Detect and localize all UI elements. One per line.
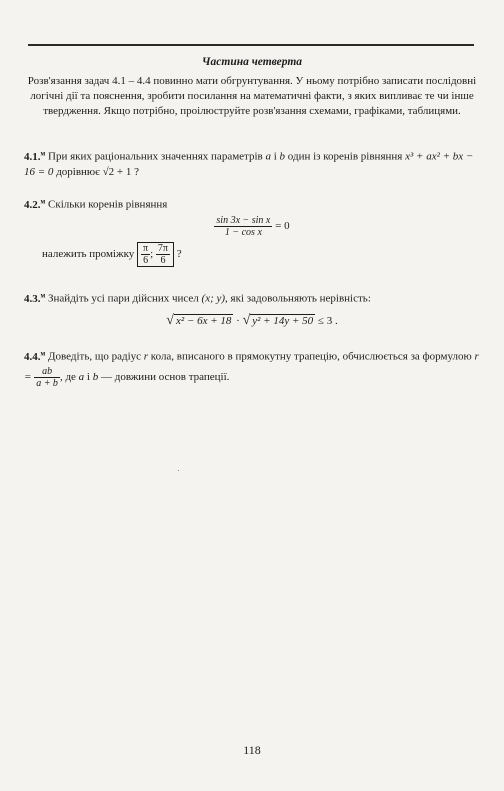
- fraction-denominator: 1 − cos x: [224, 226, 262, 238]
- question-mark: ?: [176, 247, 182, 260]
- page-number: 118: [243, 743, 261, 757]
- problem-mark: м: [40, 149, 46, 157]
- equation-fraction: [214, 215, 272, 238]
- problem-mark: м: [40, 349, 46, 357]
- formula-fraction: [34, 366, 60, 389]
- fraction-numerator: ab: [34, 366, 60, 378]
- speck: [178, 470, 179, 471]
- interval-left-num: π: [143, 242, 149, 254]
- problem-number: 4.4.: [24, 350, 41, 363]
- problem-text: При яких раціональних значеннях параметрів: [48, 150, 263, 163]
- problem-4-3: [24, 288, 480, 329]
- problem-text: належить проміжку: [42, 247, 135, 260]
- formula-lhs: r =: [24, 350, 479, 383]
- var-b: b: [279, 150, 286, 163]
- section-intro: Розв'язання задач 4.1 – 4.4 повинно мати обгрунтування. У ньому потрібно записати послідовні логічні дії та пояснення, зробити посилання на математичні факти, з яких випливає те чи інше твердження. Якщо потрібно, проілюструйте розв'язання схемами, графіками, таблицями.: [27, 75, 477, 117]
- problem-text: дорівнює: [56, 165, 100, 178]
- interval-right-num: 7π: [157, 242, 168, 254]
- problem-text: , де: [59, 370, 76, 383]
- problem-text: кола, вписаного в прямокутну трапецію, обчислюється за формулою: [150, 350, 472, 363]
- section-title: Частина четверта: [201, 56, 303, 68]
- fraction-numerator: sin 3x − sin x: [216, 214, 271, 226]
- root-1: x² − 6x + 18: [175, 314, 232, 327]
- problem-text: один із коренів рівняння: [287, 150, 403, 163]
- interval-left-den: 6: [143, 254, 149, 266]
- var-a: a: [265, 150, 271, 163]
- problem-text: Скільки коренів рівняння: [48, 198, 168, 211]
- radical-icon: √: [242, 312, 251, 328]
- radical-icon: √: [166, 312, 174, 328]
- value: √2 + 1 ?: [102, 165, 139, 178]
- problem-mark: м: [40, 197, 46, 205]
- problem-text: Доведіть, що радіус: [48, 350, 142, 363]
- equation-block: [24, 215, 480, 238]
- var-b: b: [92, 370, 99, 383]
- problem-4-2: [24, 194, 480, 267]
- problem-4-1: [24, 146, 480, 180]
- problem-text: , які задовольняють нерівність:: [225, 292, 371, 305]
- problem-mark: м: [40, 291, 46, 299]
- conjunction: і: [86, 370, 90, 383]
- problem-4-4: [24, 344, 480, 389]
- problem-number: 4.1.: [24, 150, 41, 163]
- conjunction: і: [273, 150, 277, 163]
- fraction-denominator: a + b: [36, 377, 58, 389]
- top-rule: [28, 44, 474, 46]
- problem-text: Знайдіть усі пари дійсних чисел: [48, 292, 199, 305]
- problem-text: — довжини основ трапеції.: [100, 370, 230, 383]
- var-r: r: [143, 350, 149, 363]
- root-2: y² + 14y + 50: [252, 314, 314, 327]
- inequality-tail: ≤ 3 .: [317, 314, 338, 327]
- var-a: a: [78, 370, 85, 383]
- problem-number: 4.2.: [24, 198, 41, 211]
- equation-rhs: = 0: [275, 219, 290, 232]
- interval-bracket: $\frac{\pi}{6}$ ; $\frac{7\pi}{6}$: [137, 242, 174, 267]
- inequality: √ x² − 6x + 18 · √ y² + 14y + 50 ≤ 3 .: [166, 312, 338, 328]
- interval-line: [42, 242, 480, 267]
- equation: x³ + ax² + bx − 16 = 0: [24, 150, 474, 178]
- interval-right-den: 6: [160, 254, 166, 266]
- pair: (x; y): [201, 292, 226, 305]
- problem-number: 4.3.: [24, 292, 41, 305]
